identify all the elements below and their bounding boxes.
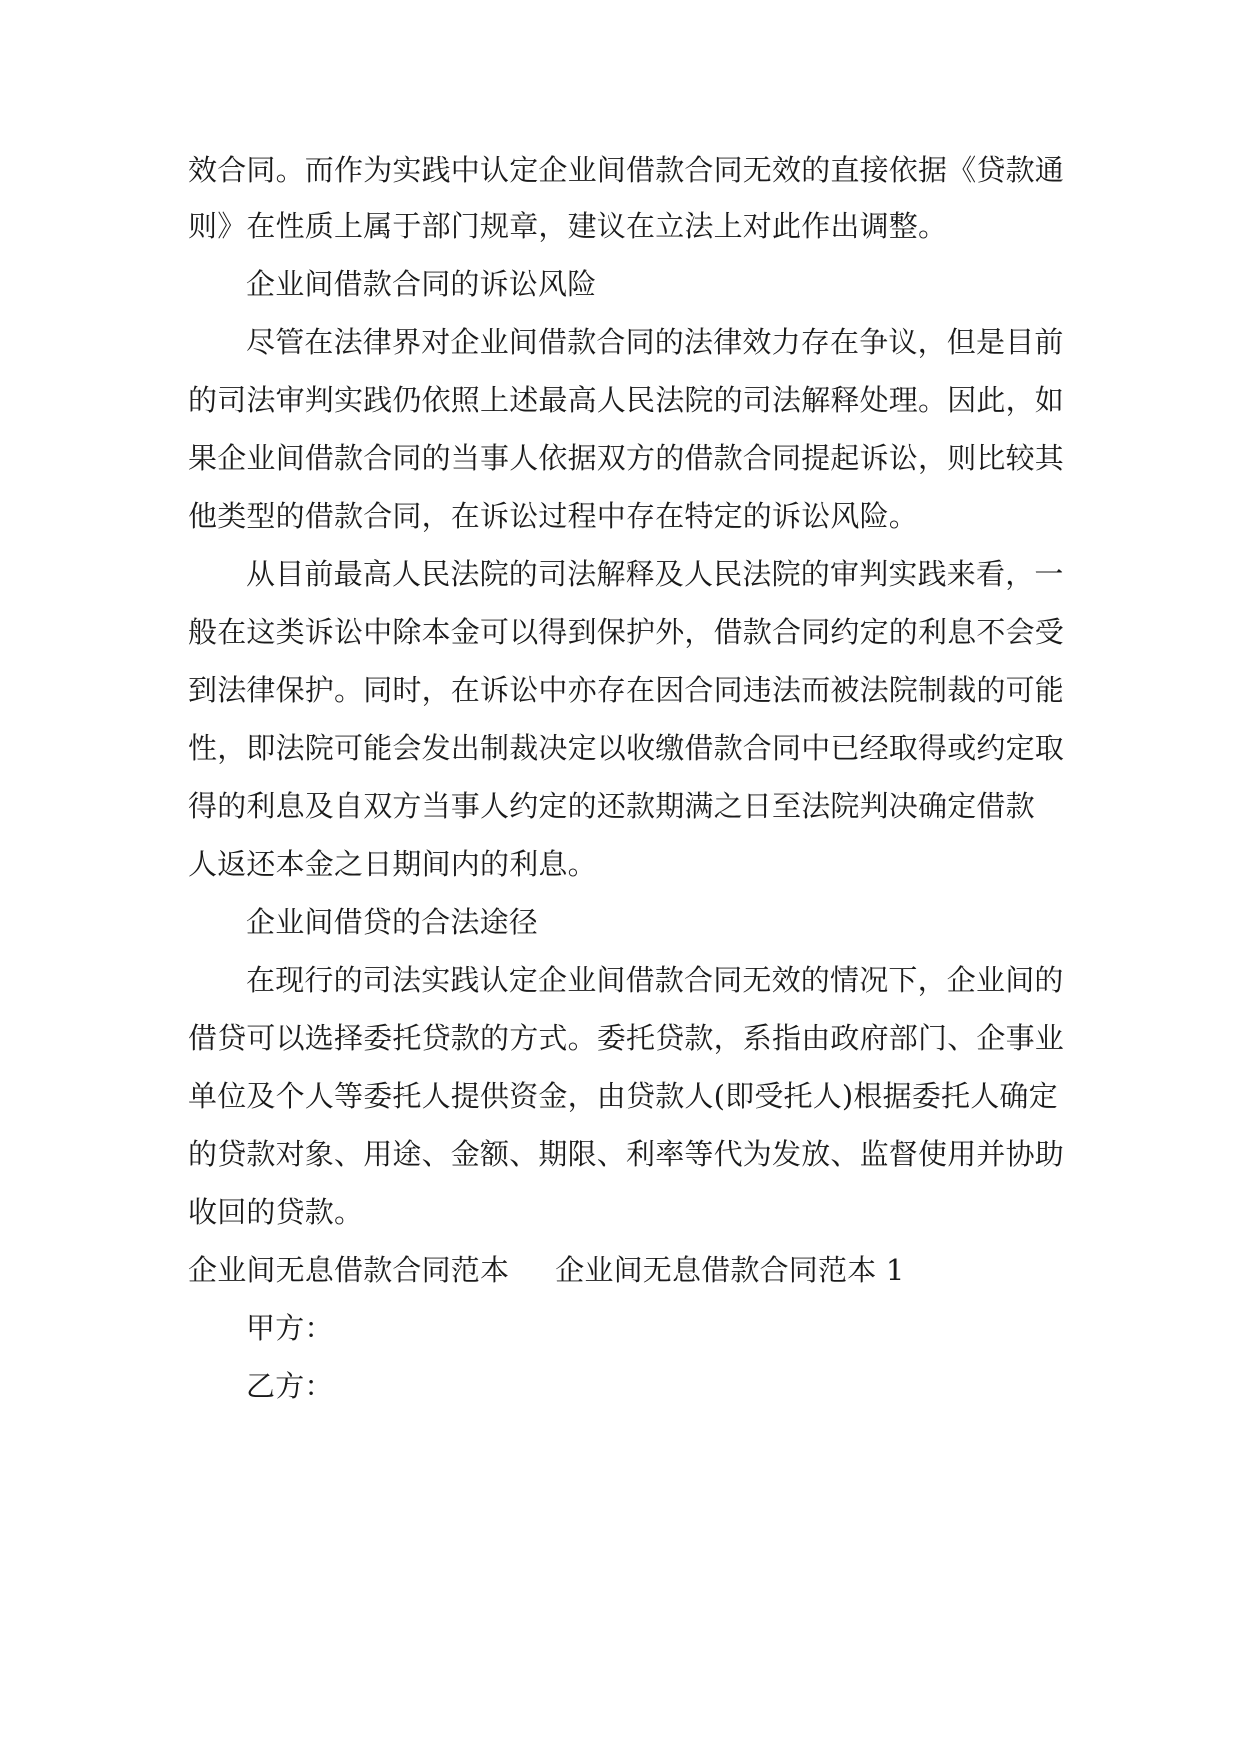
paragraph-line: 人返还本金之日期间内的利息。 bbox=[188, 847, 597, 881]
paragraph-line: 在现行的司法实践认定企业间借款合同无效的情况下，企业间的 bbox=[246, 963, 1064, 997]
paragraph-line: 得的利息及自双方当事人约定的还款期满之日至法院判决确定借款 bbox=[188, 789, 1035, 823]
contract-subtitle: 企业间无息借款合同范本 1 bbox=[555, 1253, 905, 1287]
party-a-label: 甲方： bbox=[246, 1311, 334, 1345]
paragraph-line: 效合同。而作为实践中认定企业间借款合同无效的直接依据《贷款通 bbox=[188, 153, 1065, 187]
paragraph-line: 借贷可以选择委托贷款的方式。委托贷款，系指由政府部门、企事业 bbox=[188, 1021, 1065, 1055]
paragraph-line: 的司法审判实践仍依照上述最高人民法院的司法解释处理。因此，如 bbox=[188, 383, 1065, 417]
paragraph-line: 到法律保护。同时，在诉讼中亦存在因合同违法而被法院制裁的可能 bbox=[188, 673, 1065, 707]
paragraph-line: 果企业间借款合同的当事人依据双方的借款合同提起诉讼，则比较其 bbox=[188, 441, 1065, 475]
paragraph-line: 的贷款对象、用途、金额、期限、利率等代为发放、监督使用并协助 bbox=[188, 1137, 1065, 1171]
paragraph-line: 收回的贷款。 bbox=[188, 1195, 364, 1229]
paragraph-line: 尽管在法律界对企业间借款合同的法律效力存在争议，但是目前 bbox=[246, 325, 1064, 359]
paragraph-line: 他类型的借款合同，在诉讼过程中存在特定的诉讼风险。 bbox=[188, 499, 919, 533]
paragraph-line: 则》在性质上属于部门规章，建议在立法上对此作出调整。 bbox=[188, 209, 948, 243]
section-heading: 企业间借款合同的诉讼风险 bbox=[246, 267, 597, 301]
section-heading: 企业间借贷的合法途径 bbox=[246, 905, 539, 939]
paragraph-line: 性，即法院可能会发出制裁决定以收缴借款合同中已经取得或约定取 bbox=[188, 731, 1065, 765]
party-b-label: 乙方： bbox=[246, 1369, 334, 1403]
paragraph-line: 从目前最高人民法院的司法解释及人民法院的审判实践来看，一 bbox=[246, 557, 1064, 591]
paragraph-line: 单位及个人等委托人提供资金，由贷款人(即受托人)根据委托人确定 bbox=[188, 1079, 1058, 1113]
contract-title: 企业间无息借款合同范本 bbox=[188, 1253, 510, 1287]
contract-title-line bbox=[188, 1250, 904, 1290]
paragraph-line: 般在这类诉讼中除本金可以得到保护外，借款合同约定的利息不会受 bbox=[188, 615, 1065, 649]
